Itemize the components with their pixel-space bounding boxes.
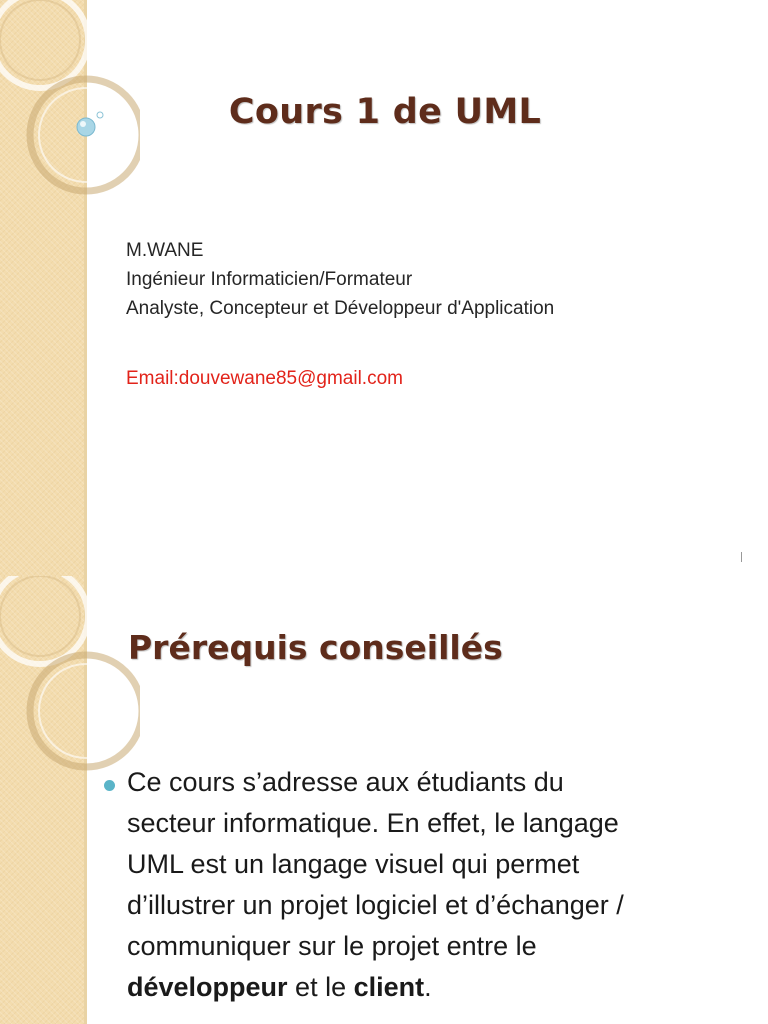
- body-line: secteur informatique. En effet, le langage: [127, 808, 619, 838]
- body-line: communiquer sur le projet entre le: [127, 931, 537, 961]
- author-email: Email:douvewane85@gmail.com: [126, 368, 403, 389]
- sidebar-edge: [84, 0, 87, 576]
- bold-term-developpeur: développeur: [127, 972, 288, 1002]
- author-role: Ingénieur Informaticien/Formateur: [126, 269, 413, 290]
- author-block: [126, 236, 554, 323]
- slide-title: Cours 1 de UML: [228, 92, 542, 132]
- body-period: .: [424, 972, 432, 1002]
- bullet-icon: [104, 780, 115, 791]
- decorative-sidebar: [0, 0, 84, 576]
- body-line: UML est un langage visuel qui permet: [127, 849, 580, 879]
- author-name: M.WANE: [126, 240, 204, 261]
- slide-title: Prérequis conseillés: [128, 628, 503, 667]
- body-line: Ce cours s’adresse aux étudiants du: [127, 767, 564, 797]
- body-line: d’illustrer un projet logiciel et d’échanger /: [127, 890, 624, 920]
- bold-term-client: client: [353, 972, 425, 1002]
- decorative-sidebar: [0, 576, 84, 1024]
- slide-separator-mark: [741, 552, 742, 562]
- slide-2: [0, 576, 768, 1024]
- bullet-paragraph: [127, 762, 747, 1008]
- sidebar-edge: [84, 576, 87, 1024]
- author-role-2: Analyste, Concepteur et Développeur d'Application: [126, 298, 555, 319]
- body-connector: et le: [287, 972, 354, 1002]
- body-line-last: [127, 967, 747, 1008]
